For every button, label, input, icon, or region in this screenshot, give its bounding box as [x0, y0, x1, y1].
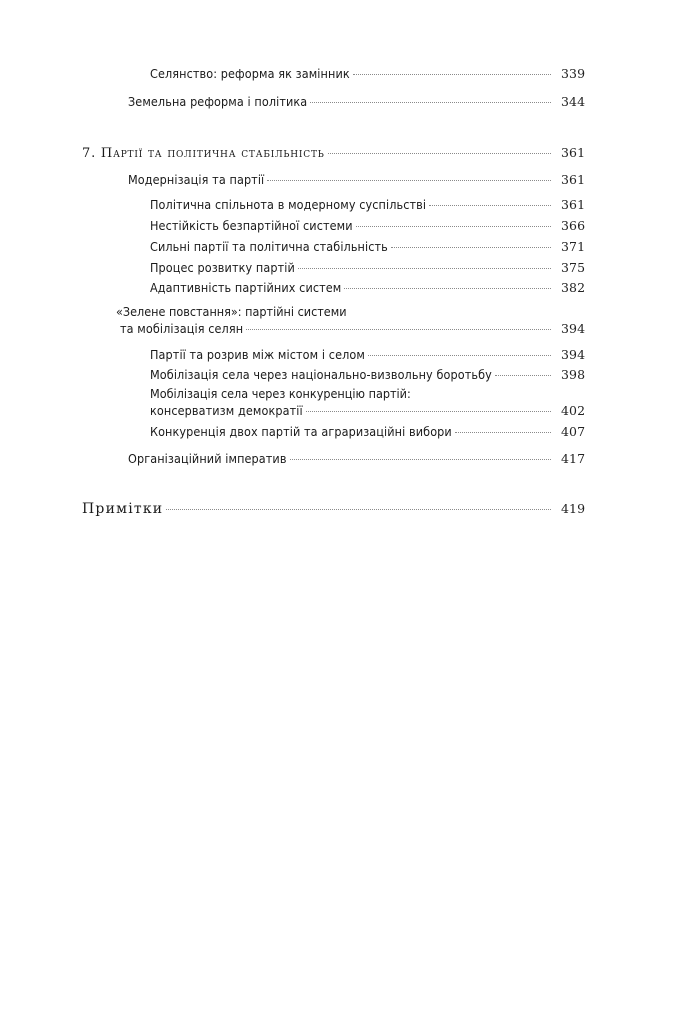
toc-entry[interactable]: [150, 260, 586, 275]
dot-leader: [267, 180, 551, 181]
toc-page-number: 398: [561, 367, 586, 382]
toc-entry[interactable]: [150, 66, 586, 81]
toc-entry[interactable]: [150, 239, 586, 254]
toc-page-number: 361: [561, 172, 586, 187]
toc-entry[interactable]: [128, 451, 586, 466]
dot-leader: [368, 355, 551, 356]
toc-page-number: 394: [561, 347, 586, 362]
toc-page-number: 375: [561, 260, 586, 275]
toc-entry-title: Політична спільнота в модерному суспільстві: [150, 197, 427, 212]
toc-entry[interactable]: [120, 321, 586, 336]
dot-leader: [356, 226, 551, 227]
toc-page-number: 339: [561, 66, 586, 81]
toc-entry[interactable]: [150, 424, 586, 439]
dot-leader: [310, 102, 551, 103]
dot-leader: [246, 329, 551, 330]
toc-entry[interactable]: [150, 197, 586, 212]
notes-title: Примітки: [82, 501, 164, 517]
toc-entry-title: Конкуренція двох партій та аграризаційні вибори: [150, 424, 452, 439]
toc-page-number: 394: [561, 321, 586, 336]
toc-entry[interactable]: [150, 218, 586, 233]
dot-leader: [455, 432, 551, 433]
toc-page-number: 382: [561, 280, 586, 295]
dot-leader: [298, 268, 551, 269]
dot-leader: [391, 247, 551, 248]
dot-leader: [166, 509, 551, 510]
toc-entry[interactable]: [128, 172, 586, 187]
toc-page-number: 361: [561, 197, 586, 212]
toc-entry-title: Партії та розрив між містом і селом: [150, 347, 365, 362]
toc-page-number: 419: [561, 501, 586, 516]
toc-notes[interactable]: [82, 501, 586, 517]
toc-entry[interactable]: [150, 280, 586, 295]
toc-page-number: 407: [561, 424, 586, 439]
toc-page-number: 402: [561, 403, 586, 418]
chapter-title: 7. Партії та політична стабільність: [82, 146, 325, 161]
toc-entry-title: Селянство: реформа як замінник: [150, 66, 350, 81]
dot-leader: [495, 375, 551, 376]
toc-entry-title: Мобілізація села через національно-визвольну боротьбу: [150, 367, 492, 382]
toc-entry-title: Адаптивність партійних систем: [150, 280, 342, 295]
toc-entry-title-line1: «Зелене повстання»: партійні системи: [116, 304, 347, 319]
dot-leader: [306, 411, 551, 412]
toc-entry[interactable]: [150, 367, 586, 382]
toc-page-number: 344: [561, 94, 586, 109]
dot-leader: [328, 153, 551, 154]
toc-entry[interactable]: [150, 347, 586, 362]
toc-entry-title: Процес розвитку партій: [150, 260, 295, 275]
toc-entry-title: Організаційний імператив: [128, 451, 287, 466]
toc-entry-title-line2: консерватизм демократії: [150, 403, 303, 418]
dot-leader: [353, 74, 551, 75]
toc-page-number: 417: [561, 451, 586, 466]
toc-entry[interactable]: [150, 403, 586, 418]
toc-chapter-7[interactable]: [82, 145, 586, 161]
toc-entry-title: Модернізація та партії: [128, 172, 265, 187]
dot-leader: [344, 288, 551, 289]
toc-entry-title: Сильні партії та політична стабільність: [150, 239, 388, 254]
dot-leader: [290, 459, 551, 460]
toc-page-number: 371: [561, 239, 586, 254]
toc-entry-title: Земельна реформа і політика: [128, 94, 308, 109]
toc-entry[interactable]: [128, 94, 586, 109]
toc-page-number: 361: [561, 145, 586, 160]
toc-entry-title-line2: та мобілізація селян: [120, 321, 244, 336]
toc-entry-title: Нестійкість безпартійної системи: [150, 218, 353, 233]
toc-entry-title-line1: Мобілізація села через конкуренцію партій:: [150, 386, 411, 401]
toc-page-number: 366: [561, 218, 586, 233]
dot-leader: [429, 205, 551, 206]
